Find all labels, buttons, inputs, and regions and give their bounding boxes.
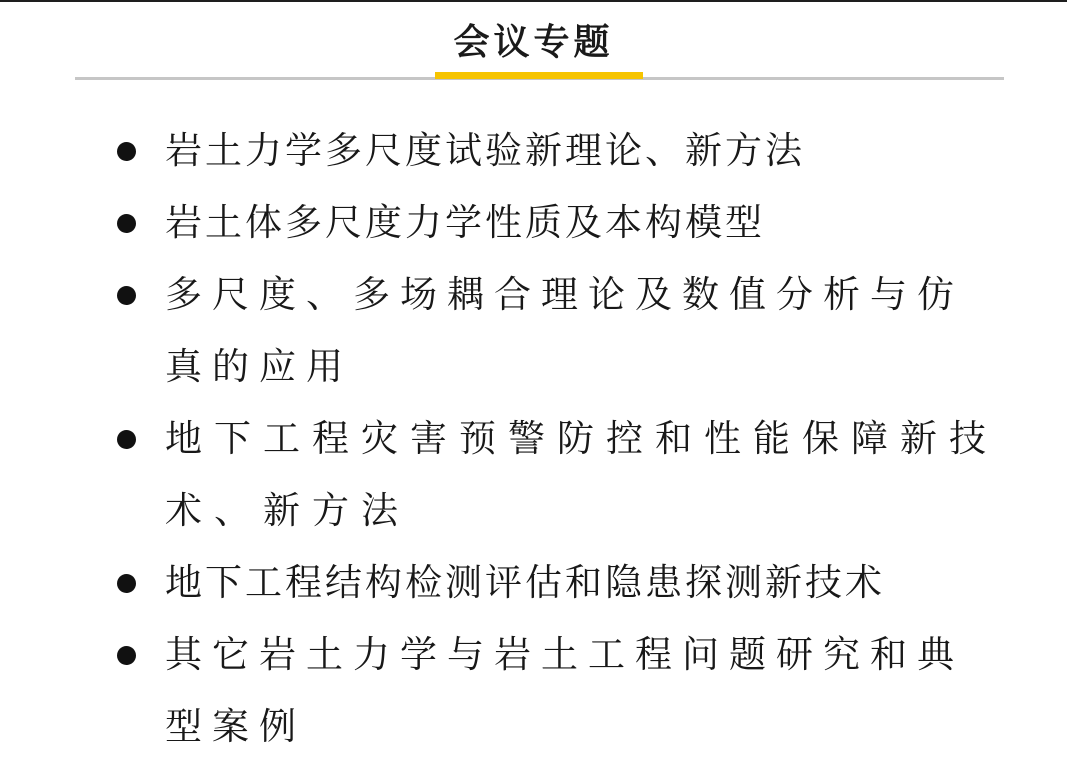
list-item bbox=[0, 259, 1001, 403]
list-item bbox=[0, 547, 1001, 619]
topic-text: 地下工程结构检测评估和隐患探测新技术 bbox=[165, 561, 885, 604]
topic-text: 其它岩土力学与岩土工程问题研究和典型案例 bbox=[165, 633, 964, 748]
list-item bbox=[0, 619, 1001, 763]
bullet-icon bbox=[117, 430, 136, 449]
topic-text: 多尺度、多场耦合理论及数值分析与仿真的应用 bbox=[165, 273, 964, 388]
bullet-icon bbox=[117, 574, 136, 593]
topic-list bbox=[0, 115, 1067, 763]
topic-text: 岩土力学多尺度试验新理论、新方法 bbox=[165, 129, 805, 172]
list-item bbox=[0, 115, 1001, 187]
page-title: 会议专题 bbox=[453, 22, 614, 63]
list-item bbox=[0, 403, 1001, 547]
bullet-icon bbox=[117, 286, 136, 305]
topic-text: 岩土体多尺度力学性质及本构模型 bbox=[165, 201, 765, 244]
bullet-icon bbox=[117, 214, 136, 233]
bullet-icon bbox=[117, 646, 136, 665]
title-accent-bar bbox=[435, 72, 643, 79]
bullet-icon bbox=[117, 142, 136, 161]
topic-text: 地下工程灾害预警防控和性能保障新技术、新方法 bbox=[165, 417, 998, 532]
list-item bbox=[0, 187, 1001, 259]
top-divider bbox=[0, 0, 1067, 2]
